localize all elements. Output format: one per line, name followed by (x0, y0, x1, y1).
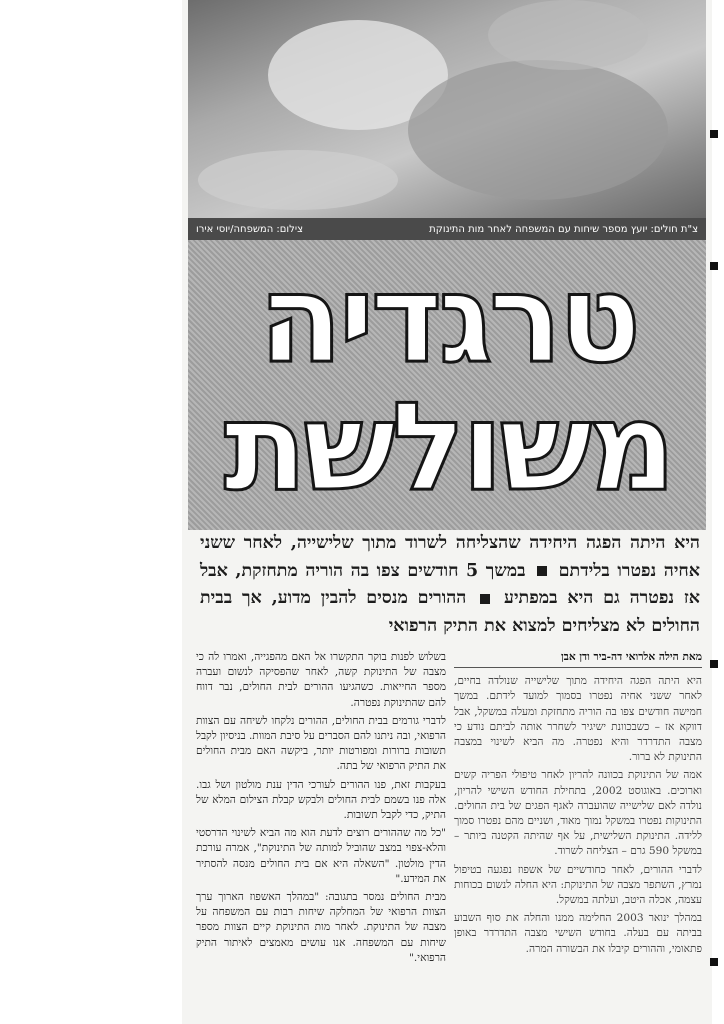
lead-paragraph (200, 530, 700, 640)
paragraph: לדברי ההורים, לאחר כחודשיים של אשפוז נפגעה בטיפול נמרץ, השתפר מצבה של התינוקת: היא החלה לנשום בכוחות עצמה, אכלה היטב, ועלתה במשקל. (454, 863, 702, 907)
bullet-square-icon (537, 566, 547, 576)
article-column-right (454, 650, 702, 1020)
paragraph: אמה של התינוקת בכוונה להריון לאחר טיפולי הפריה קשים וארוכים. באוגוסט 2002, בתחילת החודש השישי להריון, נולדה לאם שלישייה שהועברה לאגף הפגים של בית החולים. התינוקות נפטרו במשקל נמוך מאוד, ושניים מהם נפטרו סמוך ללידה. התינוקת השלישית, על אף שהיתה הקטנה ביותר – במשקל 590 גרם – הצליחה לשרוד. (454, 769, 702, 858)
photo-credit: צילום: המשפחה/יוסי אירו (196, 223, 304, 235)
lead-part-2: במשך 5 חודשים צפו בה הוריה מתחזקת, אבל אז נפטרה גם היא במפתיע (200, 560, 701, 608)
article-photo (188, 0, 706, 238)
photo-shape (488, 0, 648, 70)
scan-mark (710, 958, 718, 966)
headline-line-2: משולשת (223, 376, 673, 518)
scan-mark (710, 130, 718, 138)
bullet-square-icon (480, 594, 490, 604)
byline: מאת הילה אלרואי דה-ביר ודן אבן (454, 650, 702, 668)
article-column-left (196, 650, 446, 1020)
headline-line-1: טרגדיה (258, 248, 638, 390)
paragraph: לדברי גורמים בבית החולים, ההורים נלקחו לשיחה עם הצוות הרפואי, ובה ניתנו להם הסברים על סיבת המוות. בניסיון לקבל תשובות ברורות ומפורטות יותר, ביקשה האם מבית החולים את התיק הרפואי של בתה. (196, 714, 446, 773)
scan-mark (710, 660, 718, 668)
paragraph: היא היתה הפגה היחידה מתוך שלישייה שנולדה בחיים, לאחר ששני אחיה נפטרו בסמוך למועד לידתם. במשך חמישה חודשים צפו בה הוריה מתחזקת ומעלה במשקל, אבל דווקא אז – כשבכוונת ישיגיר לשחרר אותה לביתם נודע כי מצבה התדרדר והיא נפטרה. מה הביא לשינוי במצבה התינוקת לא ברור. (454, 675, 702, 764)
paragraph: בשלוש לפנות בוקר התקשרו אל האם מהפגייה, ואמרו לה כי מצבה של התינוקת קשה, לאחר שהפסיקה לנשום ועברה מספר החייאות. כשהגיעו ההורים לבית החולים, נבר דווח להם שהתינוקת נפטרה. (196, 651, 446, 709)
paragraph: "כל מה שההורים רוצים לדעת הוא מה הביא לשינוי הדרסטי והלא-צפוי במצב שהוביל למותה של התינוקת", אמרה עורכת הדין מולטון. "השאלה היא אם בית החולים מנסה להסתיר את המידע." (196, 827, 446, 885)
lead-part-3: ההורים מנסים להבין מדוע, אך בבית החולים לא מצליחים למצוא את התיק הרפואי (200, 588, 700, 636)
paragraph: במהלך ינואר 2003 החלימה ממנו והחלה את סוף השבוע בביתה עם בעלה. בחודש השישי מצבה התדרדר באופן פתאומי, וההורים קיבלו את הבשורה המרה. (454, 912, 702, 955)
paragraph: בעקבות זאת, פנו ההורים לעורכי הדין ענת מולטון ושל גבו. אלה פנו בשמם לבית החולים ולבקש קבלת הצילום המלא של התיק, כדי לקבל תשובות. (196, 778, 446, 822)
photo-caption-bar (188, 218, 706, 240)
photo-shape (408, 60, 668, 200)
paragraph: מבית החולים נמסר בתגובה: "במהלך האשפוז הארוך ערך הצוות הרפואי של המחלקה שיחות רבות עם המשפחה על מצבה של התינוקת. לאחר מות התינוקת קיים הצוות מספר שיחות עם המשפחה. אנו עושים מאמצים לאיתור התיק הרפואי." (196, 891, 446, 964)
photo-shape (198, 150, 398, 210)
lead-part-1: היא היתה הפגה היחידה שהצליחה לשרוד מתוך שלישייה, לאחר ששני אחיה נפטרו בלידתם (200, 533, 700, 581)
scan-margin (706, 0, 724, 1024)
scan-mark (710, 262, 718, 270)
photo-caption: צ"ת חולים: יועץ מספר שיחות עם המשפחה לאחר מות התינוקת (429, 223, 698, 235)
